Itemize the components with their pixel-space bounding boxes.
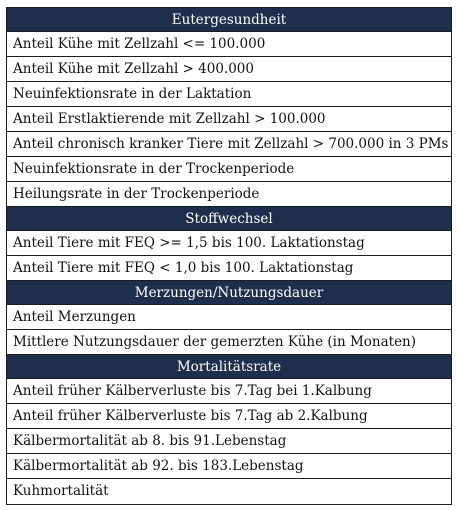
table-row: Neuinfektionsrate in der Laktation: [7, 82, 451, 107]
section-header: Stoffwechsel: [7, 207, 451, 231]
table-row: Anteil chronisch kranker Tiere mit Zellzahl > 700.000 in 3 PMs: [7, 132, 451, 157]
section-header: Eutergesundheit: [7, 8, 451, 32]
table-row: Anteil Erstlaktierende mit Zellzahl > 100.000: [7, 107, 451, 132]
section-mortalitaetsrate: [7, 355, 451, 504]
table-row: Anteil früher Kälberverluste bis 7.Tag ab 2.Kalbung: [7, 404, 451, 429]
section-merzungen-nutzungsdauer: [7, 281, 451, 355]
table-row: Anteil Tiere mit FEQ >= 1,5 bis 100. Laktationstag: [7, 231, 451, 256]
table-row: Anteil Merzungen: [7, 305, 451, 330]
section-stoffwechsel: [7, 207, 451, 281]
section-header: Merzungen/Nutzungsdauer: [7, 281, 451, 305]
table-row: Kuhmortalität: [13, 483, 109, 499]
table-row: Anteil früher Kälberverluste bis 7.Tag bei 1.Kalbung: [7, 379, 451, 404]
section-header: Mortalitätsrate: [7, 355, 451, 379]
table-row: Anteil Kühe mit Zellzahl > 400.000: [7, 57, 451, 82]
table-row: Kälbermortalität ab 8. bis 91.Lebenstag: [7, 429, 451, 454]
table-row: Heilungsrate in der Trockenperiode: [7, 182, 451, 207]
section-eutergesundheit: [7, 8, 451, 207]
table-row: Mittlere Nutzungsdauer der gemerzten Kühe (in Monaten): [7, 330, 451, 355]
indicator-table: [6, 7, 452, 505]
table-row: Anteil Tiere mit FEQ < 1,0 bis 100. Laktationstag: [7, 256, 451, 281]
table-row: Anteil Kühe mit Zellzahl <= 100.000: [7, 32, 451, 57]
table-row: Kälbermortalität ab 92. bis 183.Lebenstag: [7, 454, 451, 479]
table-row: Neuinfektionsrate in der Trockenperiode: [7, 157, 451, 182]
